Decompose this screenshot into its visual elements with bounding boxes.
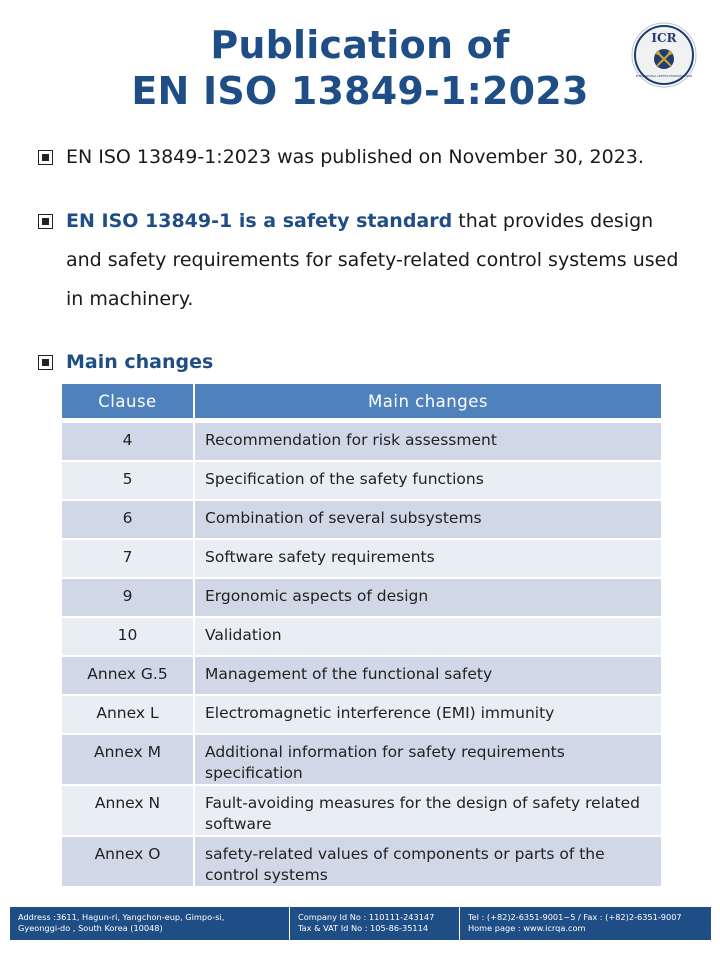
tel-fax: Tel : (+82)2-6351-9001~5 / Fax : (+82)2-6351-9007 — [468, 912, 682, 922]
table-row — [62, 538, 661, 577]
change-cell: Recommendation for risk assessment — [195, 421, 661, 460]
footer-contact — [460, 907, 711, 940]
change-cell: Validation — [195, 616, 661, 655]
clause-cell: Annex N — [62, 784, 195, 835]
main-changes-table — [62, 384, 661, 886]
clause-cell: Annex M — [62, 733, 195, 784]
standard-highlight: EN ISO 13849-1 is a safety standard — [66, 210, 453, 232]
title-line-2: EN ISO 13849-1:2023 — [131, 69, 589, 113]
change-cell: Specification of the safety functions — [195, 460, 661, 499]
change-cell: Software safety requirements — [195, 538, 661, 577]
page-title — [0, 22, 720, 114]
change-cell: safety-related values of components or parts of the control systems — [195, 835, 661, 886]
bullet-standard — [38, 202, 688, 319]
address-line-2: Gyeonggi-do , South Korea (10048) — [18, 923, 163, 933]
clause-cell: Annex G.5 — [62, 655, 195, 694]
table-row — [62, 616, 661, 655]
square-bullet-icon — [38, 355, 53, 370]
header-clause: Clause — [62, 384, 195, 421]
title-line-1: Publication of — [210, 23, 510, 67]
table-row — [62, 460, 661, 499]
address-line-1: Address :3611, Hagun-ri, Yangchon-eup, Gimpo-si, — [18, 912, 225, 922]
table-row — [62, 655, 661, 694]
change-cell: Additional information for safety requirements specification — [195, 733, 661, 784]
table-row — [62, 733, 661, 784]
change-cell: Electromagnetic interference (EMI) immunity — [195, 694, 661, 733]
standard-rest: that provides design and safety requirements for safety-related control systems used in machinery. — [66, 210, 679, 310]
icr-logo — [631, 22, 697, 88]
clause-cell: Annex O — [62, 835, 195, 886]
square-bullet-icon — [38, 214, 53, 229]
header-main-changes: Main changes — [195, 384, 661, 421]
clause-cell: 4 — [62, 421, 195, 460]
table-header-row — [62, 384, 661, 421]
square-bullet-icon — [38, 150, 53, 165]
logo-subtext: INTERNATIONAL CERTIFICATION REGISTRAR — [635, 75, 693, 78]
change-cell: Ergonomic aspects of design — [195, 577, 661, 616]
table-row — [62, 784, 661, 835]
clause-cell: Annex L — [62, 694, 195, 733]
clause-cell: 10 — [62, 616, 195, 655]
table-row — [62, 499, 661, 538]
tax-id: Tax & VAT Id No : 105-86-35114 — [298, 923, 429, 933]
footer-address — [10, 907, 290, 940]
clause-cell: 5 — [62, 460, 195, 499]
change-cell: Fault-avoiding measures for the design of safety related software — [195, 784, 661, 835]
table-row — [62, 694, 661, 733]
clause-cell: 7 — [62, 538, 195, 577]
table-row — [62, 835, 661, 886]
homepage-link[interactable]: Home page : www.icrqa.com — [468, 923, 586, 933]
standard-text — [38, 202, 688, 319]
clause-cell: 6 — [62, 499, 195, 538]
footer-bar — [10, 907, 711, 940]
main-changes-heading: Main changes — [66, 351, 214, 373]
published-text: EN ISO 13849-1:2023 was published on November 30, 2023. — [66, 146, 644, 168]
clause-cell: 9 — [62, 577, 195, 616]
change-cell: Management of the functional safety — [195, 655, 661, 694]
bullet-main-changes — [38, 343, 688, 382]
bullet-published — [38, 138, 688, 177]
table-row — [62, 421, 661, 460]
footer-company-ids — [290, 907, 460, 940]
change-cell: Combination of several subsystems — [195, 499, 661, 538]
company-id: Company Id No : 110111-243147 — [298, 912, 435, 922]
table-row — [62, 577, 661, 616]
logo-text: ICR — [651, 31, 677, 45]
